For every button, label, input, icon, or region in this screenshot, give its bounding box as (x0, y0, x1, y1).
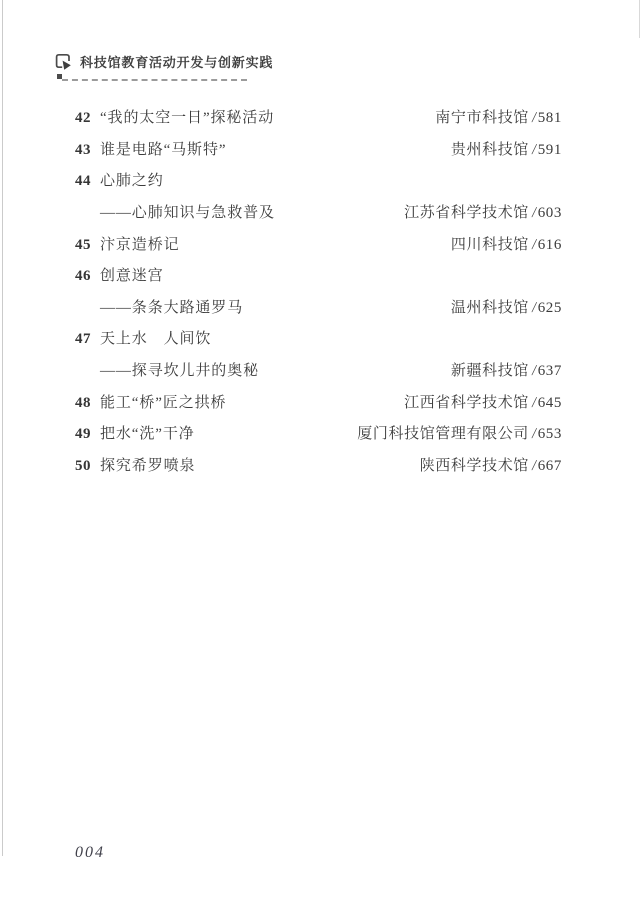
toc-row (75, 261, 562, 293)
toc-entry-number: 50 (75, 457, 91, 474)
toc-entry-title: ——条条大路通罗马 (100, 299, 244, 316)
toc-entry-org: 四川科技馆 (450, 236, 529, 253)
toc-entry-title: ——心肺知识与急救普及 (100, 205, 275, 222)
toc-row (75, 324, 562, 356)
toc-entry-page: 653 (537, 426, 562, 443)
toc-entry-number: 49 (75, 426, 91, 443)
toc-entry-org: 温州科技馆 (450, 299, 529, 316)
toc-entry-page: 637 (537, 363, 562, 380)
toc-entry-page: 581 (537, 110, 562, 127)
page-edge-line-right (639, 0, 640, 38)
slash-separator: / (530, 457, 538, 474)
toc-entry-title: ——探寻坎儿井的奥秘 (100, 363, 260, 380)
toc-entry-page: 645 (537, 394, 562, 411)
toc-entry-title: 心肺之约 (100, 173, 164, 190)
toc-entry-org: 江西省科学技术馆 (404, 394, 529, 411)
toc-entry-title: 谁是电路“马斯特” (100, 141, 227, 158)
toc-entry-title: 天上水 人间饮 (100, 331, 212, 348)
slash-separator: / (530, 205, 538, 222)
toc-entry-title: 能工“桥”匠之拱桥 (100, 394, 227, 411)
toc-entry-ref (357, 427, 562, 442)
toc-entry-number: 44 (75, 173, 91, 190)
toc-entry-title: 探究希罗喷泉 (100, 457, 196, 474)
toc-entry-page: 616 (537, 236, 562, 253)
book-logo-icon (54, 52, 75, 79)
toc-entry-title: 汴京造桥记 (100, 236, 180, 253)
running-head (54, 52, 273, 79)
toc-entry-ref (451, 143, 562, 158)
toc-row (75, 293, 562, 325)
toc-entry-title: “我的太空一日”探秘活动 (100, 110, 275, 127)
toc-row (75, 419, 562, 451)
toc-entry-number: 48 (75, 394, 91, 411)
toc-row (75, 135, 562, 167)
toc-entry-ref (451, 364, 562, 379)
toc-entry-ref (420, 459, 562, 474)
running-head-title: 科技馆教育活动开发与创新实践 (80, 55, 274, 70)
toc-entry-page: 625 (537, 299, 562, 316)
toc-row (75, 387, 562, 419)
toc-entry-page: 591 (537, 141, 562, 158)
toc-entry-title: 创意迷宫 (100, 268, 164, 285)
toc-row (75, 198, 562, 230)
toc-entry-org: 新疆科技馆 (450, 363, 529, 380)
slash-separator: / (530, 110, 538, 127)
toc-row (75, 356, 562, 388)
slash-separator: / (530, 394, 538, 411)
slash-separator: / (530, 299, 538, 316)
slash-separator: / (530, 236, 538, 253)
toc-entry-org: 陕西科学技术馆 (419, 457, 529, 474)
toc-entry-number: 42 (75, 110, 91, 127)
toc-entry-org: 江苏省科学技术馆 (404, 205, 529, 222)
toc-entry-ref (404, 396, 562, 411)
toc-entry-org: 厦门科技馆管理有限公司 (357, 426, 529, 443)
toc-entry-ref (451, 238, 562, 253)
slash-separator: / (530, 141, 538, 158)
folio-page-number: 004 (75, 844, 105, 861)
toc-entry-number: 43 (75, 141, 91, 158)
toc-entry-number: 47 (75, 331, 91, 348)
slash-separator: / (530, 363, 538, 380)
toc-row (75, 166, 562, 198)
toc-entry-org: 贵州科技馆 (450, 141, 529, 158)
toc-entry-ref (451, 301, 562, 316)
toc-entry-ref (404, 206, 562, 221)
toc-entry-org: 南宁市科技馆 (435, 110, 529, 127)
toc-row (75, 229, 562, 261)
toc-entry-page: 667 (537, 457, 562, 474)
page-edge-line-left (2, 0, 3, 856)
toc-entry-page: 603 (537, 205, 562, 222)
slash-separator: / (530, 426, 538, 443)
toc-entry-title: 把水“洗”干净 (100, 426, 195, 443)
header-dashed-divider (62, 79, 247, 81)
toc-entry-number: 45 (75, 236, 91, 253)
toc-row (75, 451, 562, 483)
toc-entry-ref (435, 111, 562, 126)
toc-entry-number: 46 (75, 268, 91, 285)
toc-row (75, 103, 562, 135)
toc-list (75, 103, 562, 482)
